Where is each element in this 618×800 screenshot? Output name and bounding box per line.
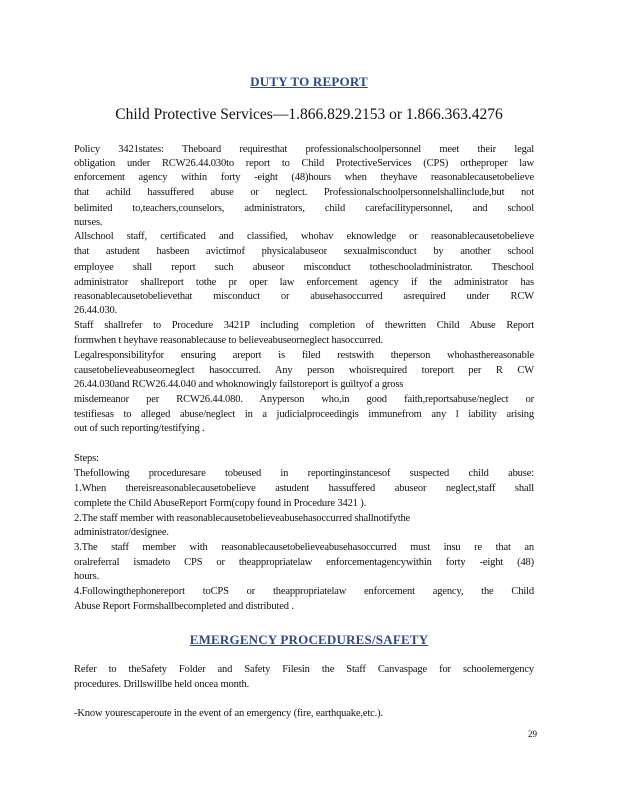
- policy-line: nurses.: [74, 217, 103, 228]
- cps-phone-line: Child Protective Services—1.866.829.2153 or 1.866.363.4276: [115, 106, 503, 123]
- policy-line: Staff shallrefer to Procedure 3421P including completion of thewritten Child Abuse Report: [74, 320, 534, 331]
- policy-line: employee shall report such abuseor misconduct totheschooladministrator. Theschool: [74, 262, 534, 273]
- policy-line: obligation under RCW26.44.030to report to Child ProtectiveServices (CPS) ortheproper law: [74, 158, 534, 169]
- policy-line: causetobelieveabuseorneglect hasoccurred. Any person whoisrequired toreport per R CW: [74, 365, 534, 376]
- policy-line: misdemeanor per RCW26.44.080. Anyperson who,in good faith,reportsabuse/neglect or: [74, 394, 534, 405]
- policy-line: administrator shallreport tothe pr oper law enforcement agency if the administrator has: [74, 277, 534, 288]
- emergency-line: Refer to theSafety Folder and Safety Filesin the Staff Canvaspage for schoolemergency: [74, 664, 534, 675]
- section-title-duty-to-report: DUTY TO REPORT: [250, 74, 368, 89]
- escape-route-line: -Know yourescaperoute in the event of an emergency (fire, earthquake,etc.).: [74, 708, 383, 719]
- policy-line: reasonablecausetobelievethat misconduct or abusehasoccurred asrequired under RCW: [74, 291, 534, 302]
- steps-line: 2.The staff member with reasonablecausetobelieveabusehasoccurred shallnotifythe: [74, 513, 411, 524]
- policy-line: formwhen t heyhave reasonablecause to believeabuseorneglect hasoccurred.: [74, 335, 384, 346]
- steps-line: 1.When thereisreasonablecausetobelieve astudent hassuffered abuseor neglect,staff shall: [74, 483, 534, 494]
- emergency-line: procedures. Drillswillbe held oncea month.: [74, 679, 250, 690]
- policy-line: Legalresponsibilityfor ensuring areport is filed restswith theperson whohasthereasonable: [74, 350, 534, 361]
- steps-line: administrator/designee.: [74, 527, 169, 538]
- steps-line: Thefollowing proceduresare tobeused in reportinginstancesof suspected child abuse:: [74, 468, 534, 479]
- steps-line: 4.Followingthephonereport toCPS or theappropriatelaw enforcement agency, the Child: [74, 586, 534, 597]
- page-number: 29: [528, 729, 537, 739]
- policy-line: that achild hassuffered abuse or neglect. Professionalschoolpersonnelshallinclude,but not: [74, 187, 534, 198]
- policy-line: out of such reporting/testifying .: [74, 423, 205, 434]
- section-title-emergency: EMERGENCY PROCEDURES/SAFETY: [189, 632, 429, 647]
- steps-line: hours.: [74, 571, 100, 582]
- policy-line: 26.44.030.: [74, 305, 118, 316]
- policy-line: testifiesas to alleged abuse/neglect in a judicialproceedingis immunefrom any l iability arising: [74, 409, 534, 420]
- policy-line: belimited to,teachers,counselors, administrators, child carefacilitypersonnel, and school: [74, 203, 534, 214]
- steps-heading: Steps:: [74, 453, 99, 464]
- steps-line: oralreferral ismadeto CPS or theappropriatelaw enforcementagencywithin forty -eight (48): [74, 557, 534, 568]
- policy-line: Policy 3421states: Theboard requiresthat professionalschoolpersonnel meet their legal: [74, 144, 534, 155]
- policy-line: 26.44.030and RCW26.44.040 and whoknowingly failstoreport is guiltyof a gross: [74, 379, 404, 390]
- steps-line: 3.The staff member with reasonablecausetobelieveabusehasoccurred must insu re that an: [74, 542, 534, 553]
- policy-line: enforcement agency within forty -eight (48)hours when theyhave reasonablecausetobelieve: [74, 172, 534, 183]
- steps-line: Abuse Report Formshallbecompleted and distributed .: [74, 601, 294, 612]
- policy-line: that astudent hasbeen avictimof physicalabuseor sexualmisconduct by another school: [74, 246, 534, 257]
- steps-line: complete the Child AbuseReport Form(copy found in Procedure 3421 ).: [74, 498, 367, 509]
- policy-line: Allschool staff, certificated and classified, whohav eknowledge or reasonablecausetobelieve: [74, 231, 534, 242]
